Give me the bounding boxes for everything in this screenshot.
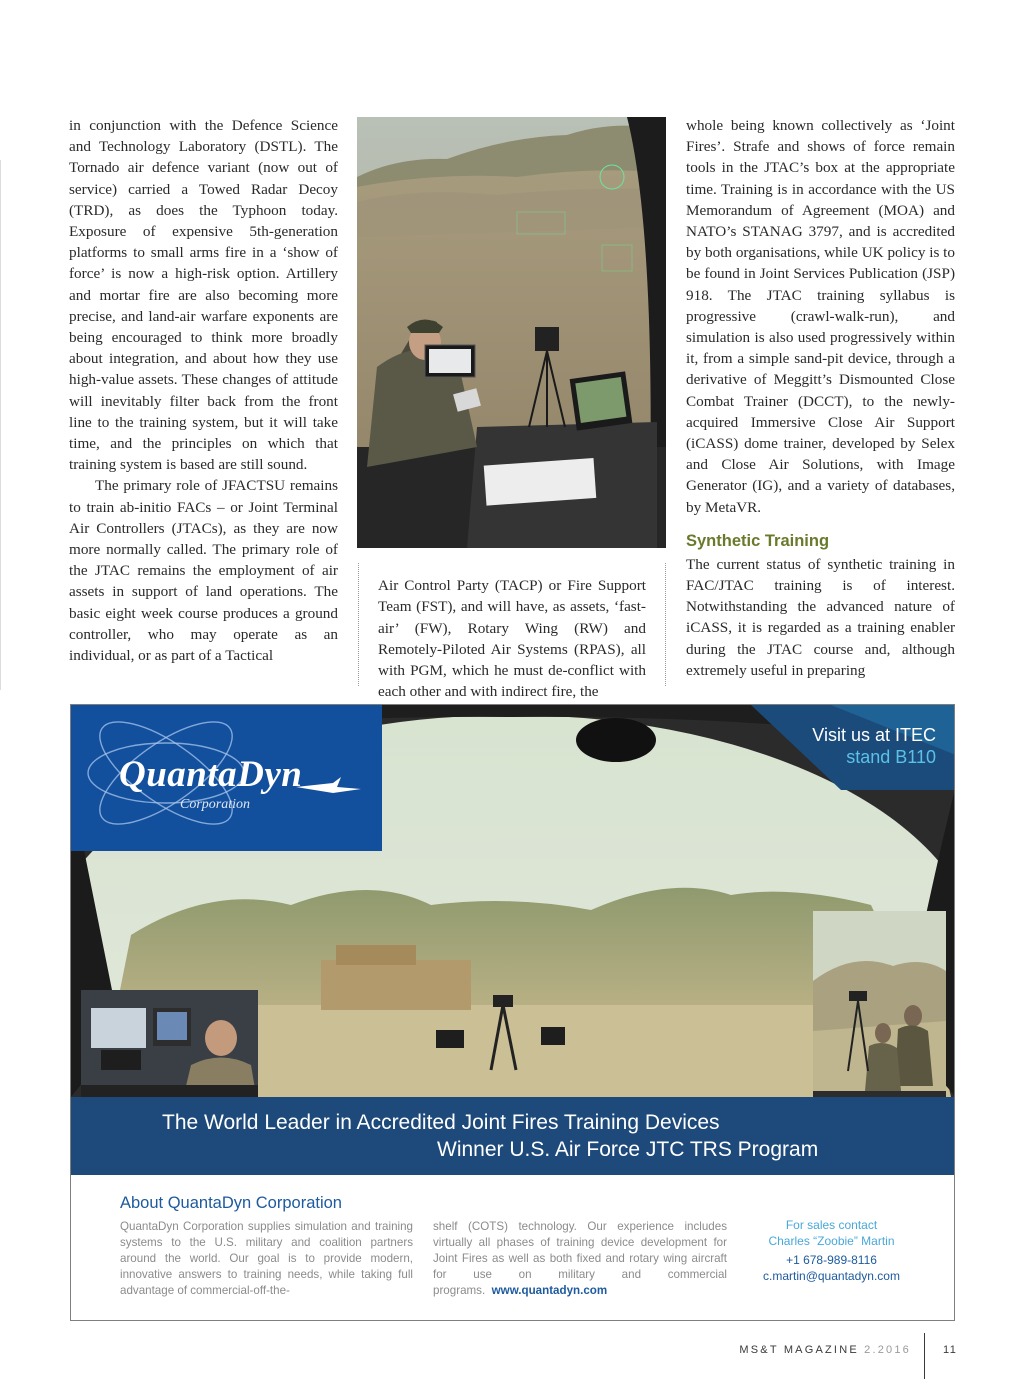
banner-subline: Winner U.S. Air Force JTC TRS Program bbox=[437, 1138, 819, 1161]
article-column-3 bbox=[686, 115, 955, 681]
about-text: shelf (COTS) technology. Our experience includes virtually all phases of training device development for Joint Fires as well as both fixed and rotary wing aircraft for use on military and commercial programs. bbox=[433, 1220, 727, 1297]
sales-label: For sales contact bbox=[785, 1218, 878, 1232]
sales-phone[interactable]: +1 678-989-8116 bbox=[786, 1253, 877, 1267]
ad-inset-photo-team bbox=[813, 911, 946, 1107]
stand-number: stand B110 bbox=[846, 747, 936, 767]
about-text-column-2 bbox=[433, 1219, 727, 1299]
quantadyn-advertisement bbox=[70, 704, 955, 1321]
logo-subtitle: Corporation bbox=[180, 797, 251, 812]
footer-issue: 2.2016 bbox=[864, 1344, 911, 1356]
footer-magazine bbox=[739, 1344, 911, 1356]
logo-wordmark: QuantaDyn bbox=[119, 754, 303, 795]
ad-banner bbox=[71, 1097, 955, 1175]
quantadyn-logo bbox=[71, 705, 382, 851]
article-column-2 bbox=[378, 560, 646, 718]
article-paragraph: Air Control Party (TACP) or Fire Support Team (FST), and will have, as assets, ‘fast-air’ (FW), Rotary Wing (RW) and Remotely-Piloted Air Systems (RPAS), all with PGM, which he must de-conflict with each other and with indirect fire, the bbox=[378, 577, 646, 701]
ad-inset-photo-operator bbox=[81, 990, 258, 1107]
about-text-column-1: QuantaDyn Corporation supplies simulation and training systems to the U.S. military and coalition partners around the world. Our goal is to provide modern, innovative answers to training needs, while taking full advantage of commercial-off-the- bbox=[120, 1220, 413, 1297]
itec-visit-callout bbox=[812, 724, 936, 768]
about-heading: About QuantaDyn Corporation bbox=[120, 1194, 342, 1212]
simulator-photo bbox=[357, 117, 666, 548]
visit-line: Visit us at ITEC bbox=[812, 725, 936, 745]
article-column-1 bbox=[69, 115, 338, 666]
footer-magazine-name: MS&T MAGAZINE bbox=[739, 1344, 859, 1356]
page-footer bbox=[0, 1344, 1024, 1364]
sales-email[interactable]: c.martin@quantadyn.com bbox=[763, 1269, 900, 1283]
page-edge-mark bbox=[0, 160, 1, 690]
article-paragraph: whole being known collectively as ‘Joint Fires’. Strafe and shows of force remain tools in the JTAC’s box at the appropriate time. Training is in accordance with the US Memorandum of Agreement (MOA) and NATO’s STANAG 3797, and is accredited by both organisations, while UK policy is to be found in Joint Services Publication (JSP) 918. The JTAC training syllabus is progressive (crawl-walk-run), and simulation is also used progressively within it, from a simple sand-pit device, through a derivative of Meggitt’s Dismounted Close Combat Trainer (DCCT), to the newly-acquired Immersive Close Air Support (iCASS) dome trainer, developed by Selex and Close Air Solutions, with Image Generator (IG), and a variety of databases, by MetaVR. bbox=[686, 117, 955, 516]
footer-divider bbox=[924, 1333, 925, 1379]
article-paragraph: The primary role of JFACTSU remains to train ab-initio FACs – or Joint Terminal Air Controllers (JTACs), as they are now more normally called. The primary role of the JTAC remains the employment of air assets in support of land operations. The basic eight week course produces a ground controller, who may operate as an individual, or as part of a Tactical bbox=[69, 477, 338, 665]
article-paragraph: in conjunction with the Defence Science and Technology Laboratory (DSTL). The Tornado air defence variant (now out of service) carried a Towed Radar Decoy (TRD), as does the Typhoon today. Exposure of expensive 5th-generation platforms to small arms fire in a ‘show of force’ is now a high-risk option. Artillery and mortar fire are also becoming more precise, and land-air warfare exponents are being encouraged to think more broadly about integration, and about how they use high-value assets. These changes of attitude will inevitably filter back from the front line to the training system, but it will take time, and the principles on which that training system is based are still sound. bbox=[69, 117, 338, 474]
column-divider bbox=[665, 563, 666, 686]
website-link[interactable]: www.quantadyn.com bbox=[491, 1284, 608, 1297]
banner-headline: The World Leader in Accredited Joint Fires Training Devices bbox=[162, 1111, 720, 1134]
column-divider bbox=[358, 563, 359, 686]
sales-contact bbox=[744, 1217, 919, 1284]
sales-contact-name: Charles “Zoobie” Martin bbox=[768, 1234, 895, 1248]
page-number: 11 bbox=[943, 1344, 958, 1356]
section-subheading: Synthetic Training bbox=[686, 531, 830, 550]
article-paragraph: The current status of synthetic training in FAC/JTAC training is of interest. Notwithstanding the advanced nature of iCASS, it is regarded as a training enabler during the JTAC course and, although extremely useful in preparing bbox=[686, 555, 955, 679]
